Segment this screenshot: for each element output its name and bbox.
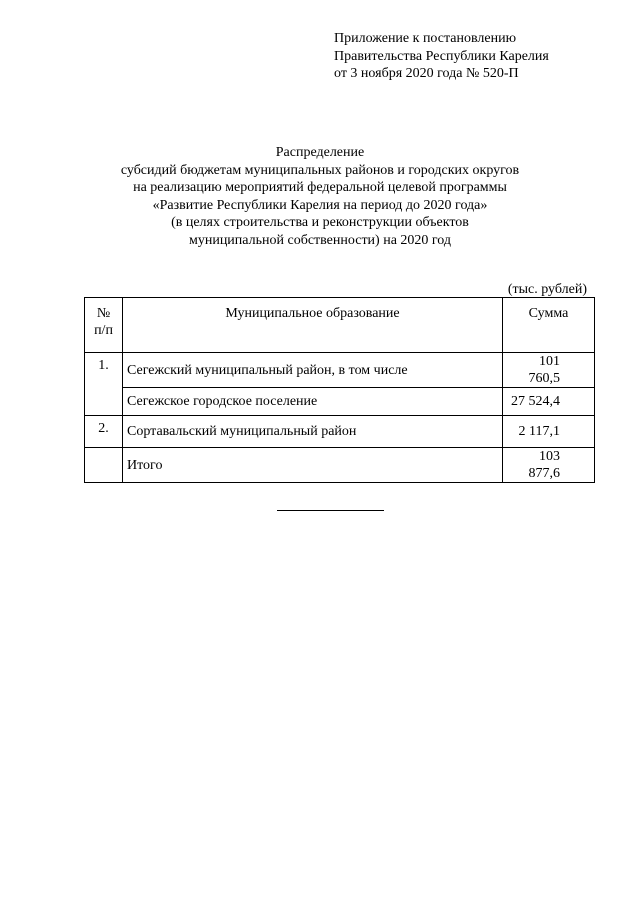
title-line: на реализацию мероприятий федеральной целевой программы [133,180,507,195]
row-name: Итого [123,448,503,483]
header-num-line1: № [96,306,111,321]
table-row [85,388,595,416]
header-name: Муниципальное образование [123,298,503,353]
header-sum: Сумма [503,298,595,353]
header-num-line2: п/п [94,323,113,338]
appendix-line: от 3 ноября 2020 года № 520-П [334,66,519,81]
appendix-line: Приложение к постановлению [334,31,517,46]
table-row [85,448,595,483]
title-line: «Развитие Республики Карелия на период до 2020 года» [152,197,488,213]
row-sum: 101 760,5 [503,353,595,388]
title-line: Распределение [275,145,365,160]
appendix-line: Правительства Республики Карелия [334,48,549,64]
table-row [85,353,595,388]
end-divider-line [277,510,384,511]
row-sum: 2 117,1 [503,416,595,448]
table-row [85,416,595,448]
row-sum: 103 877,6 [503,448,595,483]
title-line: (в целях строительства и реконструкции объектов [171,215,469,230]
header-num [85,298,123,353]
title-line: субсидий бюджетам муниципальных районов и городских округов [120,162,520,178]
row-num: 2. [85,416,123,448]
row-num: 1. [85,353,123,416]
row-num [85,448,123,483]
appendix-block [334,30,549,83]
table-header-row [85,298,595,353]
title-line: муниципальной собственности) на 2020 год [188,232,452,248]
row-sum: 27 524,4 [503,388,595,416]
row-name: Сегежское городское поселение [123,388,503,416]
row-name: Сегежский муниципальный район, в том числе [123,353,503,388]
row-name: Сортавальский муниципальный район [123,416,503,448]
unit-label: (тыс. рублей) [507,282,587,297]
subsidy-table [84,297,595,483]
document-title [0,144,640,249]
